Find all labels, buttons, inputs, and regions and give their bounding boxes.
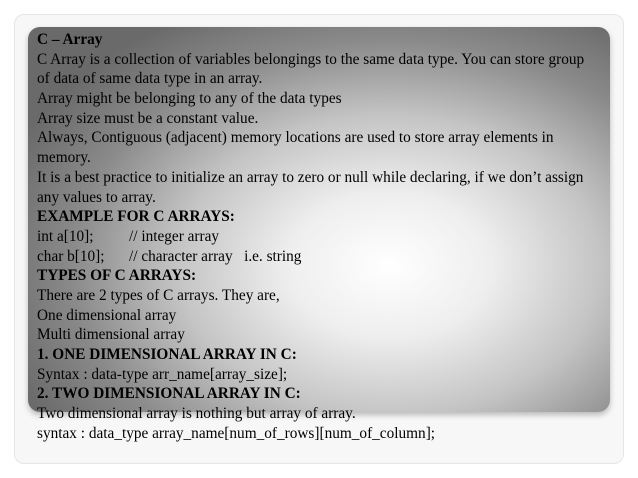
example-comment: // integer array (129, 227, 220, 245)
one-dim-heading: 1. ONE DIMENSIONAL ARRAY IN C: (37, 346, 297, 363)
text-line: C Array is a collection of variables belongings to the same data type. You can store group (37, 50, 585, 68)
text-line: Array size must be a constant value. (37, 109, 259, 127)
types-intro: There are 2 types of C arrays. They are, (37, 286, 280, 304)
example-heading: EXAMPLE FOR C ARRAYS: (37, 208, 235, 226)
slide-heading: C – Array (37, 31, 103, 48)
text-line: of data of same data type in an array. (37, 70, 263, 88)
types-heading: TYPES OF C ARRAYS: (37, 267, 197, 285)
type-item: One dimensional array (37, 306, 177, 324)
slide-text (37, 30, 617, 443)
example-code: char b[10]; (37, 247, 105, 265)
type-item: Multi dimensional array (37, 326, 185, 344)
text-line: memory. (37, 149, 91, 167)
text-line: Array might be belonging to any of the data types (37, 90, 342, 108)
example-line (37, 227, 617, 247)
example-code: int a[10]; (37, 227, 94, 245)
text-line: It is a best practice to initialize an array to zero or null while declaring, if we don’t assign (37, 168, 584, 186)
two-dim-heading: 2. TWO DIMENSIONAL ARRAY IN C: (37, 385, 301, 403)
one-dim-syntax: Syntax : data-type arr_name[array_size]; (37, 365, 288, 383)
text-line: any values to array. (37, 188, 156, 206)
example-comment: // character array i.e. string (129, 247, 302, 265)
two-dim-syntax: syntax : data_type array_name[num_of_rows][num_of_column]; (37, 424, 436, 442)
text-line: Always, Contiguous (adjacent) memory locations are used to store array elements in (37, 129, 554, 147)
example-line (37, 247, 617, 267)
two-dim-desc: Two dimensional array is nothing but array of array. (37, 405, 356, 423)
